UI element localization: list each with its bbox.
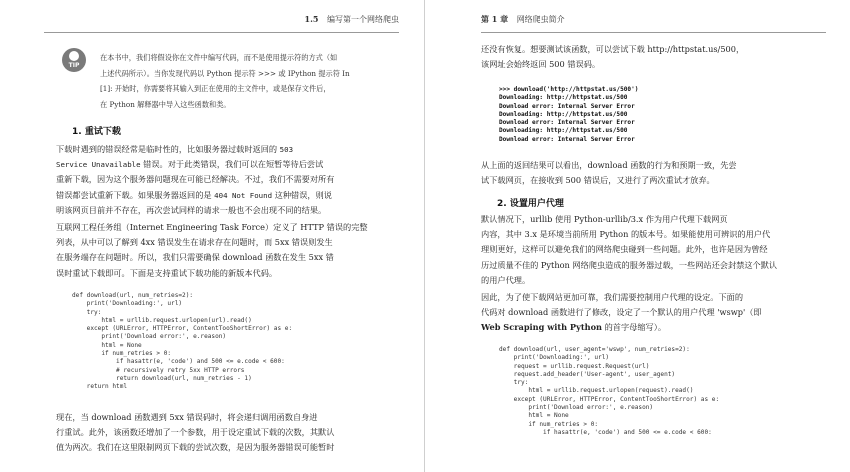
code-line: if hasattr(e, 'code') and 500 <= e.code < 600:: [499, 428, 712, 436]
code-line: def download(url, num_retries=2):: [72, 292, 194, 299]
code-line: def download(url, user_agent='wswp', num_retries=2):: [499, 346, 690, 353]
code-line: except (URLError, HTTPError, ContentTooShortError) as e:: [499, 395, 720, 403]
text-line: 内容，其中 3.x 是环境当前所用 Python 的版本号。如果能使用可辨识的用户代: [481, 229, 771, 240]
text-run: 的首字母缩写）。: [602, 322, 667, 333]
text-line: 列表，从中可以了解到 4xx 错误发生在请求存在问题时，而 5xx 错误则发生: [56, 237, 333, 248]
code-line: print('Downloading:', url): [72, 300, 183, 308]
tip-line: 上述代码所示）。当你发现代码以 Python 提示符 >>> 或 IPython 提示符 In: [100, 68, 350, 78]
left-section-number: 1.5: [304, 14, 319, 24]
code-line: try:: [72, 308, 102, 316]
console-output: [499, 86, 638, 144]
section-heading-retry: 1. 重试下载: [72, 127, 121, 137]
text-line: 互联网工程任务组（Internet Engineering Task Force）定义了 HTTP 错误的完整: [56, 222, 368, 232]
code-line: except (URLError, HTTPError, ContentTooShortError) as e:: [72, 325, 293, 333]
code-line: return html: [72, 383, 128, 391]
paragraph-test-url: [481, 42, 744, 72]
book-title-bold: Web Scraping with Python: [481, 322, 602, 333]
text-run: 错误都尝试重新下载。如果服务器返回的是: [56, 189, 215, 200]
left-running-head: [305, 14, 399, 25]
lightbulb-icon: [69, 51, 79, 61]
text-line: 历过质量不佳的 Python 网络爬虫造成的服务器过载，一些网站还会封禁这个默认: [481, 259, 778, 270]
code-line: request = urllib.request.Request(url): [499, 362, 650, 370]
text-line: 试下载网页，在接收到 500 错误后，又进行了两次重试才放弃。: [481, 175, 715, 186]
left-section-title: 编写第一个网络爬虫: [327, 15, 399, 24]
console-line: Download error: Internal Server Error: [499, 119, 635, 127]
code-line: request.add_header('User-agent', user_agent): [499, 370, 676, 378]
code-line: if num_retries > 0:: [499, 420, 599, 428]
tip-line: 在 Python 解释器中导入这些函数和类。: [100, 99, 231, 109]
text-line: 值为两次。我们在这里限制网页下载的尝试次数，是因为服务器错误可能暂时: [56, 442, 335, 453]
text-line: 代码对 download 函数进行了修改，设定了一个默认的用户代理 'wswp'（即: [481, 307, 762, 318]
code-line: try:: [499, 379, 529, 387]
paragraph-user-agent-default: [481, 212, 777, 288]
text-line: 从上面的返回结果可以看出，download 函数的行为和预期一致，先尝: [481, 160, 737, 170]
right-header-rule: [481, 32, 826, 33]
console-line: Downloading: http://httpstat.us/500: [499, 127, 628, 135]
code-line: print('Download error:', e.reason): [499, 404, 654, 412]
text-line: 因此，为了使下载网站更加可靠，我们需要控制用户代理的设定。下面的: [481, 292, 744, 302]
code-line: html = None: [499, 412, 569, 420]
text-run: 明该网页目前并不存在，再次尝试同样的请求一般也不会出现不同的结果。: [56, 204, 327, 215]
text-line: 的用户代理。: [481, 274, 531, 285]
section-heading-user-agent: 2. 设置用户代理: [497, 199, 564, 209]
code-line: print('Downloading:', url): [499, 354, 610, 362]
paragraph-retry-explain: [56, 410, 334, 456]
text-run: 下载时遇到的错误经常是临时性的，比如服务器过载时返回的: [56, 144, 280, 154]
tip-line: 在本书中，我们将假设你在文件中编写代码，而不是使用提示符的方式（如: [100, 53, 338, 62]
code-line: html = urllib.request.urlopen(url).read(): [72, 316, 252, 324]
text-line: 还没有恢复。想要测试该函数，可以尝试下载 http://httpstat.us/500，: [481, 44, 745, 54]
paragraph-result: [481, 158, 737, 188]
console-line: Download error: Internal Server Error: [499, 135, 635, 143]
code-line: if num_retries > 0:: [72, 350, 172, 358]
console-line: Downloading: http://httpstat.us/500: [499, 110, 628, 118]
console-line: >>> download('http://httpstat.us/500'): [499, 86, 639, 93]
right-page: [425, 0, 850, 472]
text-line: 该网址会始终返回 500 错误码。: [481, 59, 601, 70]
left-header-rule: [44, 32, 399, 33]
tip-icon: [62, 48, 86, 72]
paragraph-http-errors: [56, 220, 368, 281]
code-inline: Service Unavailable: [56, 160, 141, 170]
text-line: 现在，当 download 函数遇到 5xx 错误码时，将会递归调用函数自身进: [56, 412, 318, 422]
code-line: if hasattr(e, 'code') and 500 <= e.code < 600:: [72, 358, 285, 366]
tip-label: TIP: [68, 62, 80, 69]
text-run: 错误。对于此类错误，我们可以在短暂等待后尝试: [140, 159, 324, 170]
paragraph-user-agent-control: [481, 290, 762, 336]
text-run: 这种错误，则说: [272, 189, 332, 200]
chapter-title: 网络爬虫简介: [516, 15, 565, 24]
right-running-head: [481, 14, 565, 25]
tip-line: [1]: 开始时，你需要将其输入到正在使用的主文件中，或是保存文件后，: [100, 84, 331, 93]
paragraph-retry-intro: [56, 142, 334, 218]
console-line: Download error: Internal Server Error: [499, 102, 635, 110]
chapter-number: 第 1 章: [481, 14, 509, 24]
code-block-download-retry: [72, 292, 292, 392]
text-line: 在服务端存在问题时。所以，我们只需要确保 download 函数在发生 5xx 错: [56, 252, 334, 263]
code-inline: 404 Not Found: [214, 190, 273, 200]
tip-note: [100, 50, 398, 112]
text-line: 理则更好，这样可以避免我们的网络爬虫碰到一些问题。此外，也许是因为曾经: [481, 244, 768, 255]
code-inline: 503: [279, 145, 294, 154]
text-line: 行重试。此外，该函数还增加了一个参数，用于设定重试下载的次数，其默认: [56, 427, 335, 438]
text-run: 重新下载，因为这个服务器问题现在可能已经解决。不过，我们不需要对所有: [56, 174, 335, 185]
code-line: # recursively retry 5xx HTTP errors: [72, 366, 245, 374]
code-line: html = urllib.request.urlopen(request).read(): [499, 387, 694, 395]
code-line: return download(url, num_retries - 1): [72, 374, 252, 382]
code-block-download-user-agent: [499, 346, 719, 437]
text-line: 误时重试下载即可。下面是支持重试下载功能的新版本代码。: [56, 267, 278, 278]
text-line: 默认情况下，urllib 使用 Python-urllib/3.x 作为用户代理下载网页: [481, 214, 728, 224]
console-line: Downloading: http://httpstat.us/500: [499, 94, 628, 102]
code-line: html = None: [72, 341, 142, 349]
code-line: print('Download error:', e.reason): [72, 333, 227, 341]
